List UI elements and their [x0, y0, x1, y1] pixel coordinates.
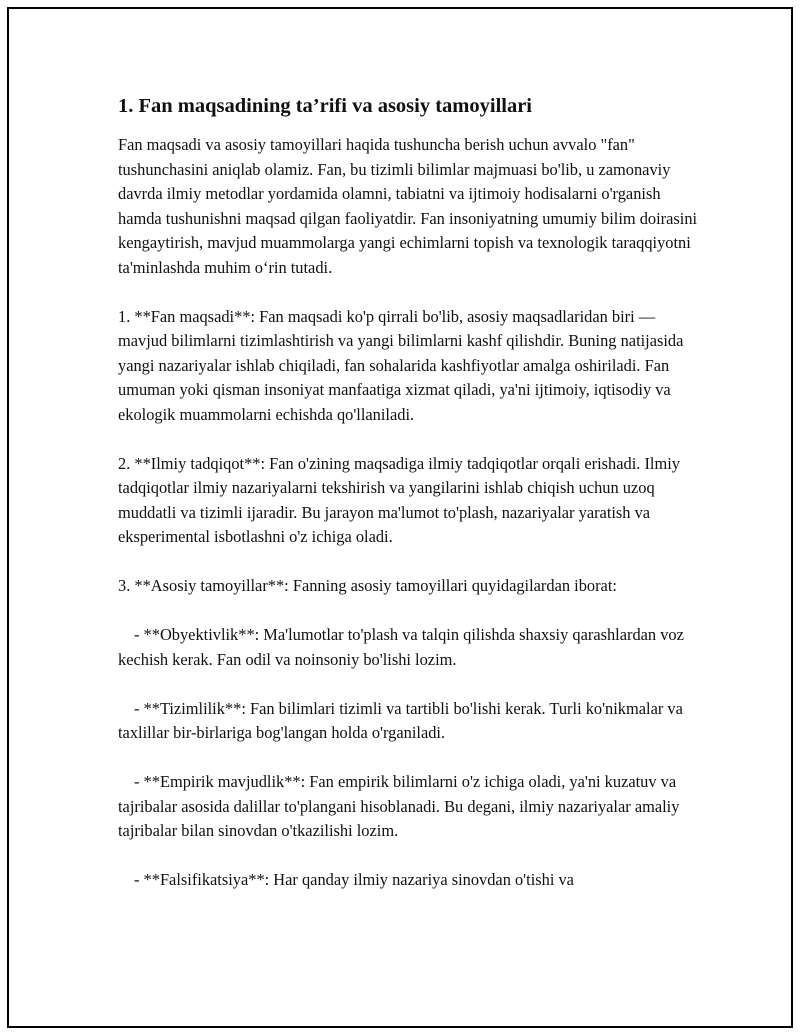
document-body [118, 92, 698, 893]
list-item-empirik-mavjudlik: - **Empirik mavjudlik**: Fan empirik bilimlarni o'z ichiga oladi, ya'ni kuzatuv va tajribalar asosida dalillar to'plangani hisoblanadi. Bu degani, ilmiy nazariyalar amaliy tajribalar bilan sinovdan o'tkazilishi lozim. [118, 772, 680, 840]
paragraph-asosiy-tamoyillar: 3. **Asosiy tamoyillar**: Fanning asosiy tamoyillari quyidagilardan iborat: [118, 576, 617, 595]
intro-paragraph: Fan maqsadi va asosiy tamoyillari haqida tushuncha berish uchun avvalo "fan" tushunchasini aniqlab olamiz. Fan, bu tizimli bilimlar majmuasi bo'lib, u zamonaviy davrda ilmiy metodlar yordamida olamni, tabiatni va ijtimoiy hodisalarni o'rganish hamda tushunishni maqsad qilgan faoliyatdir. Fan insoniyatning umumiy bilim doirasini kengaytirish, mavjud muammolarga yangi echimlarni topish va texnologik taraqqiyotni ta'minlashda muhim o‘rin tutadi. [118, 135, 698, 277]
section-heading: 1. Fan maqsadining ta’rifi va asosiy tamoyillari [118, 95, 533, 117]
list-item-tizimlilik: - **Tizimlilik**: Fan bilimlari tizimli va tartibli bo'lishi kerak. Turli ko'nikmalar va taxlillar bir-birlariga bog'langan holda o'rganiladi. [118, 698, 683, 742]
paragraph-fan-maqsadi: 1. **Fan maqsadi**: Fan maqsadi ko'p qirrali bo'lib, asosiy maqsadlaridan biri — mavjud bilimlarni tizimlashtirish va yangi bilimlarni kashf qilishdir. Buning natijasida yangi nazariyalar ishlab chiqiladi, fan sohalarida kashfiyotlar amalga oshiriladi. Fan umuman yoki qisman insoniyat manfaatiga xizmat qiladi, ya'ni ijtimoiy, iqtisodiy va ekologik muammolarni echishda qo'llaniladi. [118, 306, 684, 424]
paragraph-ilmiy-tadqiqot: 2. **Ilmiy tadqiqot**: Fan o'zining maqsadiga ilmiy tadqiqotlar orqali erishadi. Ilmiy tadqiqotlar ilmiy nazariyalarni tekshirish va yangilarini ishlab chiqish uchun uzoq muddatli va tizimli ijaradir. Bu jarayon ma'lumot to'plash, nazariyalar yaratish va eksperimental isbotlashni o'z ichiga oladi. [118, 453, 680, 546]
list-item-obyektivlik: - **Obyektivlik**: Ma'lumotlar to'plash va talqin qilishda shaxsiy qarashlardan voz kechish kerak. Fan odil va noinsoniy bo'lishi lozim. [118, 625, 684, 669]
list-item-falsifikatsiya: - **Falsifikatsiya**: Har qanday ilmiy nazariya sinovdan o'tishi va [134, 870, 574, 889]
